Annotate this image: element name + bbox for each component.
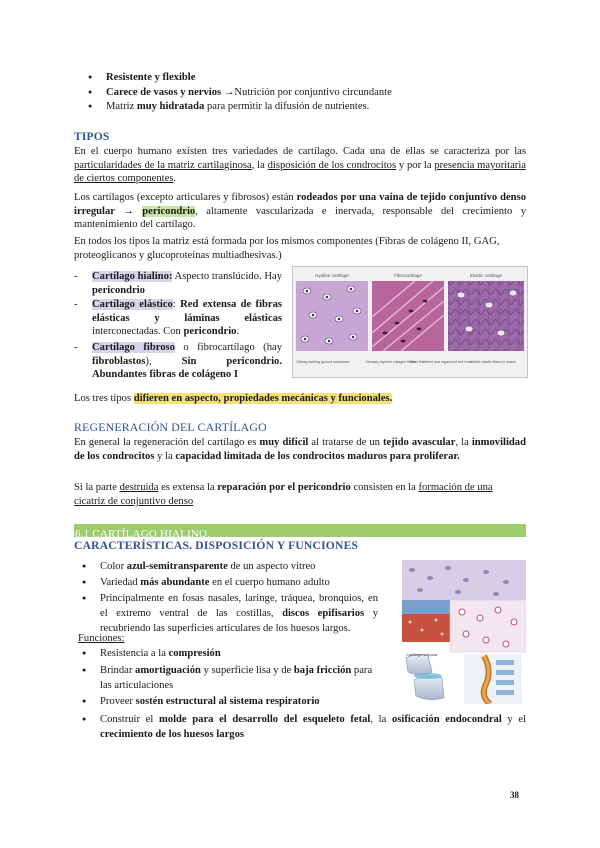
list-item: ● Carece de vasos y nervios →Nutrición por conjuntivo circundante <box>80 86 520 100</box>
regeneracion-paragraph-1: En general la regeneración del cartílago es muy difícil al tratarse de un tejido avascular, la inmovilidad de los condrocitos y la capacidad limitada de los condrocitos maduros para proliferar. <box>74 437 526 462</box>
funciones-list <box>74 647 380 708</box>
section-bar-title: 6.1 CARTÍLAGO HIALINO. <box>75 528 211 540</box>
tipos-paragraph-1: En el cuerpo humano existen tres variedades de cartílago. Cada una de ellas se caracteriza por las particularidades de la matriz cartilaginosa, la disposición de los condrocitos y por la presencia mayoritaria de ciertos componentes. <box>74 146 526 185</box>
figure-caption: Visible elastic fibers in matrix <box>469 360 517 364</box>
type-item-fibroso: - Cartílago fibroso o fibrocartílago (hay fibroblastos), Sin pericondrio. Abundantes fibras de colágeno I <box>74 342 282 381</box>
list-item: ● Construir el molde para el desarrollo del esqueleto fetal, la osificación endocondral y el crecimiento de los huesos largos <box>74 712 526 742</box>
regeneracion-heading: REGENERACIÓN DEL CARTÍLAGO <box>74 420 267 434</box>
list-item: ● Principalmente en fosas nasales, laringe, tráquea, bronquios, en el extremo ventral de las costillas, discos epifisarios y recubriendo las superficies articulares de los huesos largos. <box>74 591 378 636</box>
hialino-illustration <box>402 560 526 704</box>
figure-title-fibro: Fibrocartilage <box>394 273 422 278</box>
tipos-heading: TIPOS <box>74 131 110 143</box>
figure-caption: Densely layered collagen fibers <box>366 360 416 364</box>
page-number: 38 <box>510 790 519 800</box>
hialino-figure <box>402 560 526 704</box>
figure-title-hyaline: Hyaline cartilage <box>315 273 349 278</box>
hialino-subheading: CARACTERÍSTICAS. DISPOSICIÓN Y FUNCIONES <box>74 539 359 552</box>
fibrocartilage-panel <box>372 281 444 351</box>
section-bar <box>74 524 526 540</box>
list-item: ● Variedad más abundante en el cuerpo humano adulto <box>74 576 378 590</box>
hialino-last-bullet <box>74 712 526 742</box>
figure-caption: More flattened and organized cell rows <box>410 360 472 364</box>
list-item: ● Resistente y flexible <box>80 71 520 85</box>
figure-title-elastic: Elastic cartilage <box>469 273 503 278</box>
hialino-bullet-list <box>74 560 378 636</box>
type-item-elastico: - Cartílago elástico: Red extensa de fibras elásticas y láminas elásticas interconectadas. Con pericondrio. <box>74 299 283 338</box>
cartilage-types-figure <box>292 266 528 378</box>
regeneracion-paragraph-2: Si la parte destruida es extensa la reparación por el pericondrio consisten en la formación de una cicatriz de conjuntivo denso <box>74 482 493 507</box>
figure-label: Cartílago articular <box>406 652 438 657</box>
list-item: ● Brindar amortiguación y superficie lisa y de baja fricción para las articulaciones <box>74 663 380 693</box>
type-item-hialino: - Cartílago hialino: Aspecto translúcido. Hay pericondrio <box>74 271 282 296</box>
tipos-summary: Los tres tipos difieren en aspecto, propiedades mecánicas y funcionales. <box>74 393 393 404</box>
figure-caption: Glassy-looking ground substance <box>296 360 350 364</box>
tipos-paragraph-2: Los cartílagos (excepto articulares y fibrosos) están rodeados por una vaina de tejido conjuntivo denso irregular → pericondrio, altamente vascularizada e inervada, responsable del crecimiento y mantenimiento del cartílago. <box>74 192 527 231</box>
tipos-paragraph-3: En todos los tipos la matriz está formada por los mismos componentes (Fibras de colágeno II, GAG, proteoglicanos y glucoproteínas multiadhesivas.) <box>74 236 500 261</box>
list-item: ● Matriz muy hidratada para permitir la difusión de nutrientes. <box>80 100 520 114</box>
cartilage-types-illustration <box>293 267 527 377</box>
list-item: ● Proveer sostén estructural al sistema respiratorio <box>74 695 380 709</box>
top-bullet-list <box>80 71 520 114</box>
list-item: ● Resistencia a la compresión <box>74 647 380 661</box>
list-item: ● Color azul-semitransparente de un aspecto vítreo <box>74 560 378 574</box>
funciones-label: Funciones: <box>78 633 125 644</box>
